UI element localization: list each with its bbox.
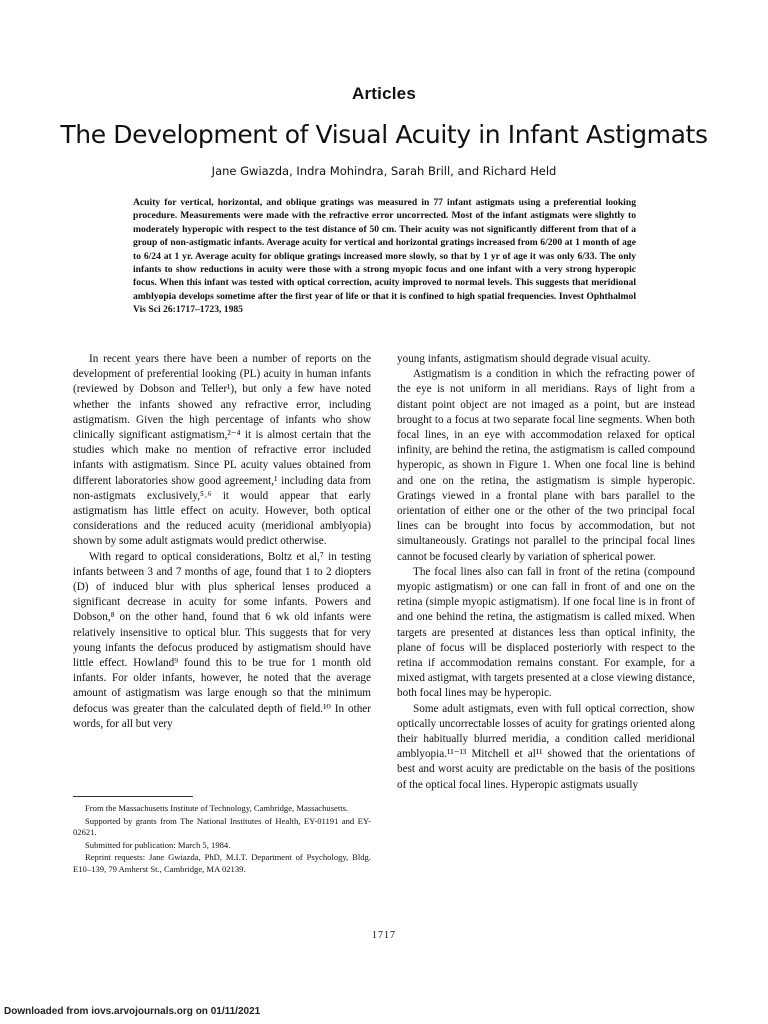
body-column-left [73, 352, 371, 732]
footnote-funding: Supported by grants from The National Institutes of Health, EY-01191 and EY-02621. [73, 815, 371, 838]
author-list: Jane Gwiazda, Indra Mohindra, Sarah Brill, and Richard Held [211, 164, 557, 178]
body-paragraph: The focal lines also can fall in front of the retina (compound myopic astigmatism) or one can fall in front of and one on the retina (simple myopic astigmatism). If one focal line is in front of and one behind the retina, the astigmatism is called mixed. When targets are presented at distances less than optical infinity, the plane of focus will be displaced posteriorly with respect to the retina if accommodation remains constant. For example, for a mixed astigmat, with targets presented at a close viewing distance, both focal lines may be hyperopic. [397, 565, 695, 700]
body-paragraph: Astigmatism is a condition in which the refracting power of the eye is not uniform in all meridians. Rays of light from a distant point object are not imaged as a point, but are instead brought to a focus at two separate focal line segments. When both focal lines, in an eye with accommodation relaxed for optical infinity, are behind the retina, the astigmatism is called compound hyperopic, as shown in Figure 1. When one focal line is behind and one on the retina, the astigmatism is simple hyperopic. Gratings viewed in a frontal plane with bars parallel to the orientation of either one or the other of the two principal focal lines can be brought into focus by accommodation, but not simultaneously. Gratings not parallel to the principal focal lines cannot be focused clearly by variation of spherical power. [397, 368, 695, 563]
body-paragraph: Some adult astigmats, even with full optical correction, show optically uncorrectable losses of acuity for gratings oriented along their habitually blurred meridia, a condition called meridional amblyopia.¹¹⁻¹³ Mitchell et al¹¹ showed that the orientations of best and worst acuity are predictable on the basis of the positions of the optical focal lines. Hyperopic astigmats usually [397, 702, 695, 791]
footnotes [73, 803, 371, 877]
download-note: Downloaded from iovs.arvojournals.org on 01/11/2021 [4, 1006, 261, 1017]
footnote-rule [73, 796, 193, 797]
footnote-affiliation: From the Massachusetts Institute of Technology, Cambridge, Massachusetts. [85, 803, 349, 813]
section-label: Articles [352, 84, 416, 103]
body-paragraph: In recent years there have been a number of reports on the development of preferential looking (PL) acuity in human infants (reviewed by Dobson and Teller¹), but only a few have noted whether the infants showed any refractive error, including astigmatism. Given the high percentage of infants who show clinically significant astigmatism,²⁻⁴ it is almost certain that the studies which make no mention of refractive error included infants with astigmatism. Since PL acuity values obtained from different laboratories show good agreement,¹ including data from non-astigmats exclusively,⁵˒⁶ it would appear that early astigmatism has little effect on acuity. However, both optical considerations and the reduced acuity (meridional amblyopia) shown by some adult astigmats would predict otherwise. [73, 353, 371, 548]
abstract: Acuity for vertical, horizontal, and oblique gratings was measured in 77 infant astigmats using a preferential looking procedure. Measurements were made with the refractive error uncorrected. Most of the infant astigmats were slightly to moderately hyperopic with respect to the test distance of 50 cm. Their acuity was not significantly different from that of a group of non-astigmatic infants. Average acuity for vertical and horizontal gratings increased from 6/200 at 1 month of age to 6/24 at 1 yr. Average acuity for oblique gratings increased more slowly, so that by 1 yr of age it was only 6/33. The only infants to show reductions in acuity were those with a strong myopic focus and one infant with a very strong hyperopic focus. When this infant was tested with optical correction, acuity improved to normal levels. This suggests that meridional amblyopia develops sometime after the first year of life or that it is confined to high spatial frequencies. Invest Ophthalmol Vis Sci 26:1717–1723, 1985 [133, 197, 636, 316]
page-number: 1717 [372, 930, 396, 941]
body-paragraph-continued: young infants, astigmatism should degrade visual acuity. [397, 353, 651, 365]
footnote-reprints: Reprint requests: Jane Gwiazda, PhD, M.I.T. Department of Psychology, Bldg. E10–139, 79 Amherst St., Cambridge, MA 02139. [73, 852, 371, 874]
body-paragraph: With regard to optical considerations, Boltz et al,⁷ in testing infants between 3 and 7 months of age, found that 1 to 2 diopters (D) of induced blur with plus spherical lenses produced a significant decrease in acuity for some infants. Powers and Dobson,⁸ on the other hand, found that 6 wk old infants were relatively insensitive to optical blur. This suggests that for very young infants the defocus produced by astigmatism should have little effect. Howland⁹ found this to be true for 1 month old infants. For older infants, however, he noted that the average amount of astigmatism was large enough so that the minimum defocus was greater than the calculated depth of field.¹⁰ In other words, for all but very [73, 550, 371, 730]
body-column-right [397, 352, 695, 793]
article-title: The Development of Visual Acuity in Infant Astigmats [60, 120, 708, 149]
footnote-submitted: Submitted for publication: March 5, 1984. [85, 839, 231, 850]
